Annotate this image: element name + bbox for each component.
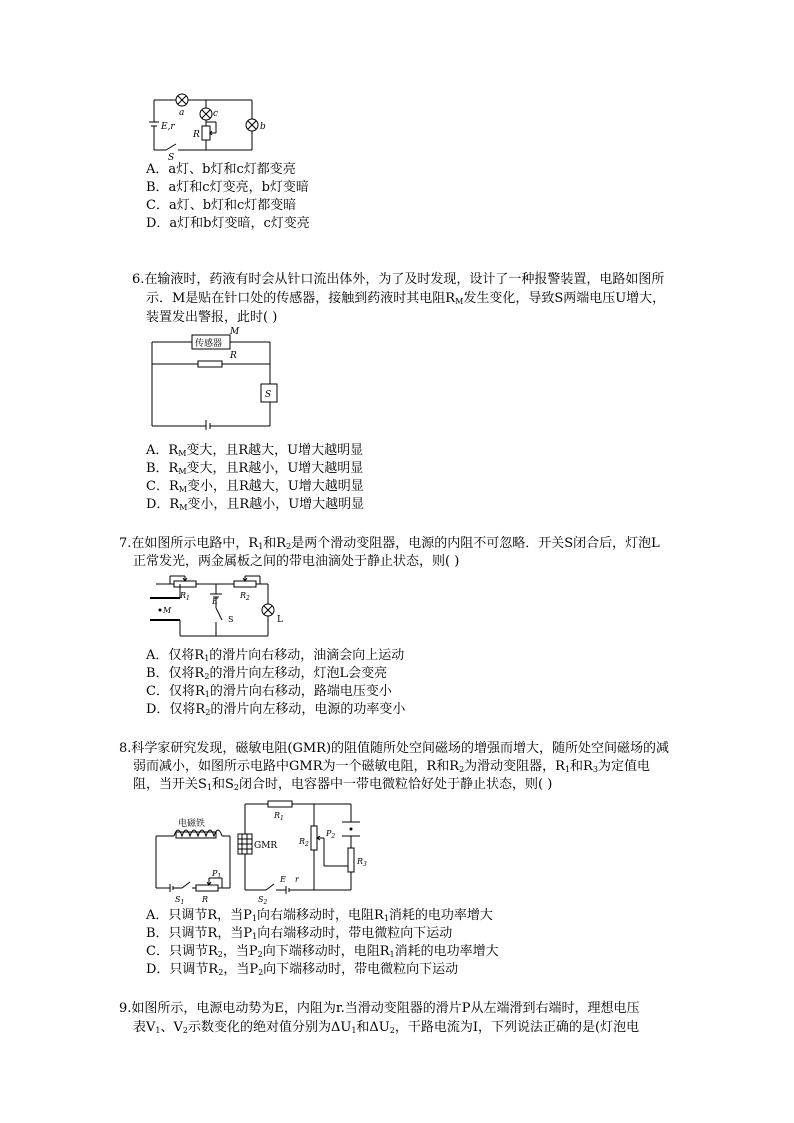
q7-label-r2: $R_2$ — [240, 591, 250, 602]
q7-stem-line-2: 正常发光，两金属板之间的带电油滴处于静止状态，则( ) — [133, 554, 460, 569]
q6-stem-line-2 — [146, 290, 665, 311]
q5-option-b[interactable]: B．a灯和c灯变亮，b灯变暗 — [146, 180, 309, 195]
q6-subscript: M — [455, 297, 464, 306]
q5-circuit-figure — [140, 92, 270, 162]
q8-label-p1: $P_1$ — [212, 869, 222, 880]
q8-magnet-label: 电磁铁 — [178, 819, 206, 829]
q7-label-m: M — [163, 606, 172, 615]
q9-stem-line-1: 9.如图所示，电源电动势为E，内阻为r.当滑动变阻器的滑片P从左端滑到右端时，理想电压 — [119, 1001, 640, 1016]
q8-circuit-figure — [146, 796, 386, 904]
q8-label-r3: $R_3$ — [357, 857, 367, 868]
q8-option-d[interactable]: D．只调节$R_2$，当$P_2$向下端移动时，带电微粒向下运动 — [146, 962, 459, 977]
q6-stem-line-3: 装置发出警报，此时( ) — [146, 310, 278, 325]
q6-stem-text-rest: 发生变化，导致S两端电压U增大， — [463, 291, 666, 306]
q8-option-a[interactable]: A．只调节R，当$P_1$向右端移动时，电阻$R_1$消耗的电功率增大 — [146, 908, 493, 923]
q7-option-a[interactable]: A．仅将$R_1$的滑片向右移动，油滴会向上运动 — [146, 648, 405, 663]
q8-label-r: R — [202, 895, 209, 904]
q8-label-r-internal: r — [295, 875, 299, 884]
q7-stem-line-1: 7.在如图所示电路中，$R_1$和$R_2$是两个滑动变阻器，电源的内阻不可忽略．开关S闭合后，灯泡L — [119, 536, 660, 551]
q7-label-r1: $R_1$ — [180, 591, 190, 602]
q7-option-c[interactable]: C．仅将$R_1$的滑片向右移动，路端电压变小 — [146, 684, 392, 699]
q8-stem-line-3: 阻，当开关$S_1$和$S_2$闭合时，电容器中一带电微粒恰好处于静止状态，则( ) — [133, 777, 553, 792]
q5-option-d[interactable]: D．a灯和b灯变暗，c灯变亮 — [146, 216, 310, 231]
q8-label-p2: $P_2$ — [326, 829, 336, 840]
q8-label-r1: $R_1$ — [274, 811, 284, 822]
q6-label-s: S — [265, 390, 272, 400]
q5-option-c[interactable]: C．a灯、b灯和c灯都变暗 — [146, 198, 297, 213]
q8-label-s2: $S_2$ — [258, 895, 268, 904]
q5-option-a[interactable]: A．a灯、b灯和c灯都变亮 — [146, 162, 296, 177]
q5-label-c: c — [213, 109, 219, 119]
q8-label-s1: $S_1$ — [175, 895, 185, 904]
q5-label-r: R — [193, 130, 200, 140]
q6-stem-line-1: 6.在输液时，药液有时会从针口流出体外，为了及时发现，设计了一种报警装置，电路如图所 — [132, 272, 665, 287]
q8-label-r2: $R_2$ — [299, 837, 309, 848]
q6-option-d[interactable]: D．$R_M$变小，且R越小，U增大越明显 — [146, 497, 365, 512]
q5-label-a: a — [179, 108, 185, 118]
q8-gmr-label: GMR — [254, 841, 278, 851]
q7-label-s: S — [228, 615, 234, 624]
q9-stem-line-2: 表$V_1$、$V_2$示数变化的绝对值分别为$\Delta U_1$和$\Delta U_2$，干路电流为I，下列说法正确的是(灯泡电 — [133, 1020, 640, 1035]
q5-label-s: S — [168, 153, 175, 162]
q8-option-c[interactable]: C．只调节$R_2$，当$P_2$向下端移动时，电阻$R_1$消耗的电功率增大 — [146, 944, 499, 959]
q8-label-e: E — [280, 875, 286, 884]
q6-option-c[interactable]: C．$R_M$变小，且R越大，U增大越明显 — [146, 479, 364, 494]
q7-option-b[interactable]: B．仅将$R_2$的滑片向左移动，灯泡L会变亮 — [146, 666, 388, 681]
q6-stem-text: 示．M是贴在针口处的传感器，接触到药液时其电阻R — [146, 291, 456, 306]
q7-option-d[interactable]: D．仅将$R_2$的滑片向左移动，电源的功率变小 — [146, 702, 406, 717]
q6-sensor-label: 传感器 — [195, 339, 223, 349]
q7-label-l: L — [277, 615, 283, 625]
q5-label-b: b — [260, 122, 266, 132]
q5-label-er: E,r — [161, 122, 175, 132]
q6-option-b[interactable]: B．$R_M$变大，且R越小，U增大越明显 — [146, 461, 364, 476]
q6-circuit-figure — [146, 326, 286, 430]
q8-stem-line-2: 弱而减小，如图所示电路中GMR为一个磁敏电阻，R和$R_2$为滑动变阻器，$R_1$和$R_3$为定值电 — [133, 759, 650, 774]
q6-label-r: R — [230, 351, 237, 361]
q6-option-a[interactable]: A．$R_M$变大，且R越大，U增大越明显 — [146, 443, 364, 458]
q7-label-e: E — [212, 597, 218, 606]
q6-label-m: M — [230, 327, 240, 337]
q7-circuit-figure — [146, 572, 286, 642]
q8-stem-line-1: 8.科学家研究发现，磁敏电阻(GMR)的阻值随所处空间磁场的增强而增大，随所处空间磁场的减 — [119, 741, 670, 756]
q8-option-b[interactable]: B．只调节R，当$P_1$向右端移动时，带电微粒向下运动 — [146, 926, 453, 941]
